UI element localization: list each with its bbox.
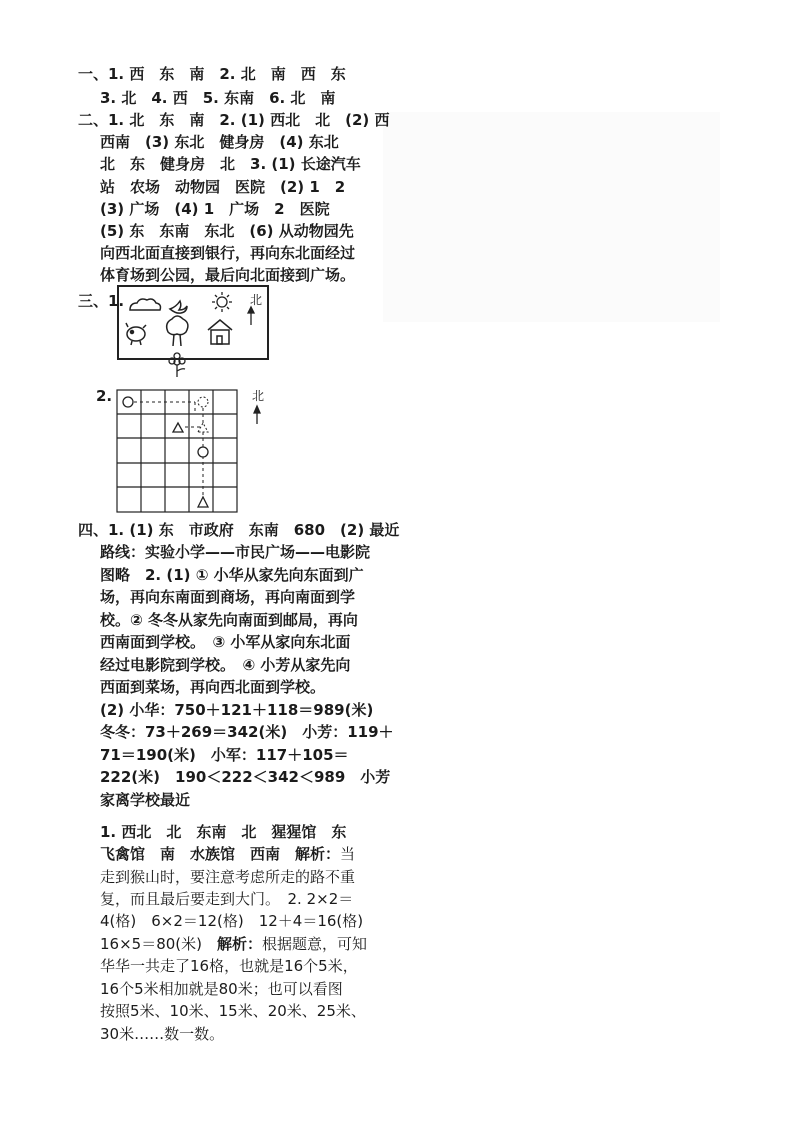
section5-line7: 华华一共走了16格，也就是16个5米，	[100, 957, 358, 975]
section5-line2-text: 飞禽馆 南 水族馆 西南	[100, 845, 296, 863]
north-label: 北	[250, 293, 263, 307]
north-arrow-icon	[248, 307, 254, 325]
section2-line7: 向西北面直接到银行，再向东北面经过	[100, 244, 356, 262]
circle-marker-start	[123, 397, 133, 407]
analysis-label-2: 解析：	[217, 935, 263, 953]
faint-background-area	[383, 112, 720, 322]
section2-line5: (3) 广场 (4) 1 广场 2 医院	[100, 200, 330, 218]
section2-line1: 二、1. 北 东 南 2. (1) 西北 北 (2) 西	[78, 111, 390, 129]
section4-line2: 路线：实验小学——市民广场——电影院	[100, 543, 371, 561]
triangle-marker	[173, 423, 183, 432]
section5-line4: 复，而且最后要走到大门。 2. 2×2＝	[100, 890, 354, 908]
house-icon	[208, 320, 232, 344]
north-arrow-icon	[254, 406, 260, 424]
tree-icon	[167, 316, 188, 346]
triangle-marker-end	[198, 497, 208, 507]
dashed-route	[134, 402, 203, 496]
section2-line3: 北 东 健身房 北 3. (1) 长途汽车	[100, 155, 361, 173]
section3-label-1: 三、1.	[78, 292, 125, 310]
section5-line2-tail: 当	[340, 845, 356, 863]
circle-marker-end	[198, 447, 208, 457]
section4-line12: 222(米) 190＜222＜342＜989 小芳	[100, 768, 391, 786]
section5-line10: 30米……数一数。	[100, 1025, 225, 1043]
circle-marker-dashed	[198, 397, 208, 407]
grid-lines	[117, 390, 237, 512]
section1-line2: 3. 北 4. 西 5. 东南 6. 北 南	[100, 89, 336, 107]
animal-icon	[126, 323, 146, 345]
section2-line4: 站 农场 动物园 医院 (2) 1 2	[100, 178, 346, 196]
section4-line5: 校。② 冬冬从家先向南面到邮局，再向	[100, 611, 358, 629]
section5-line9: 按照5米、10米、15米、20米、25米、	[100, 1002, 366, 1020]
flower-icon	[169, 353, 185, 377]
section5-line1: 1. 西北 北 东南 北 猩猩馆 东	[100, 823, 347, 841]
section4-line13: 家离学校最近	[100, 791, 191, 809]
section2-line8: 体育场到公园，最后向北面接到广场。	[100, 266, 356, 284]
section1-line1: 一、1. 西 东 南 2. 北 南 西 东	[78, 65, 346, 83]
section4-line9: (2) 小华：750＋121＋118＝989(米)	[100, 701, 374, 719]
section5-line5: 4(格) 6×2＝12(格) 12＋4＝16(格)	[100, 912, 364, 930]
bird-icon	[170, 301, 187, 313]
section5-line8: 16个5米相加就是80米；也可以看图	[100, 980, 343, 998]
section4-line7: 经过电影院到学校。 ④ 小芳从家先向	[100, 656, 351, 674]
section5-line6-text: 16×5＝80(米)	[100, 935, 217, 953]
section5-line6-tail: 根据题意，可知	[262, 935, 368, 953]
section4-line3: 图略 2. (1) ① 小华从家先向东面到广	[100, 566, 364, 584]
section4-line1: 四、1. (1) 东 市政府 东南 680 (2) 最近	[78, 521, 400, 539]
section5-line6	[100, 933, 367, 955]
section4-line8: 西面到菜场，再向西北面到学校。	[100, 678, 326, 696]
section5-line3: 走到猴山时，要注意考虑所走的路不重	[100, 868, 356, 886]
section4-line10: 冬冬：73＋269＝342(米) 小芳：119＋	[100, 723, 394, 741]
section4-line6: 西南面到学校。 ③ 小军从家向东北面	[100, 633, 351, 651]
sun-icon	[212, 292, 232, 312]
section4-line4: 场，再向东南面到商场，再向南面到学	[100, 588, 356, 606]
cloud-icon	[130, 299, 161, 310]
section5-line2	[100, 843, 355, 865]
figure-grid-route	[115, 386, 275, 516]
north-label-2: 北	[252, 389, 265, 403]
section3-label-2: 2.	[96, 387, 113, 405]
section2-line2: 西南 (3) 东北 健身房 (4) 东北	[100, 133, 339, 151]
figure-map-pictures	[110, 282, 280, 382]
analysis-label: 解析：	[295, 845, 341, 863]
section2-line6: (5) 东 东南 东北 (6) 从动物园先	[100, 222, 354, 240]
section4-line11: 71＝190(米) 小军：117＋105＝	[100, 746, 349, 764]
